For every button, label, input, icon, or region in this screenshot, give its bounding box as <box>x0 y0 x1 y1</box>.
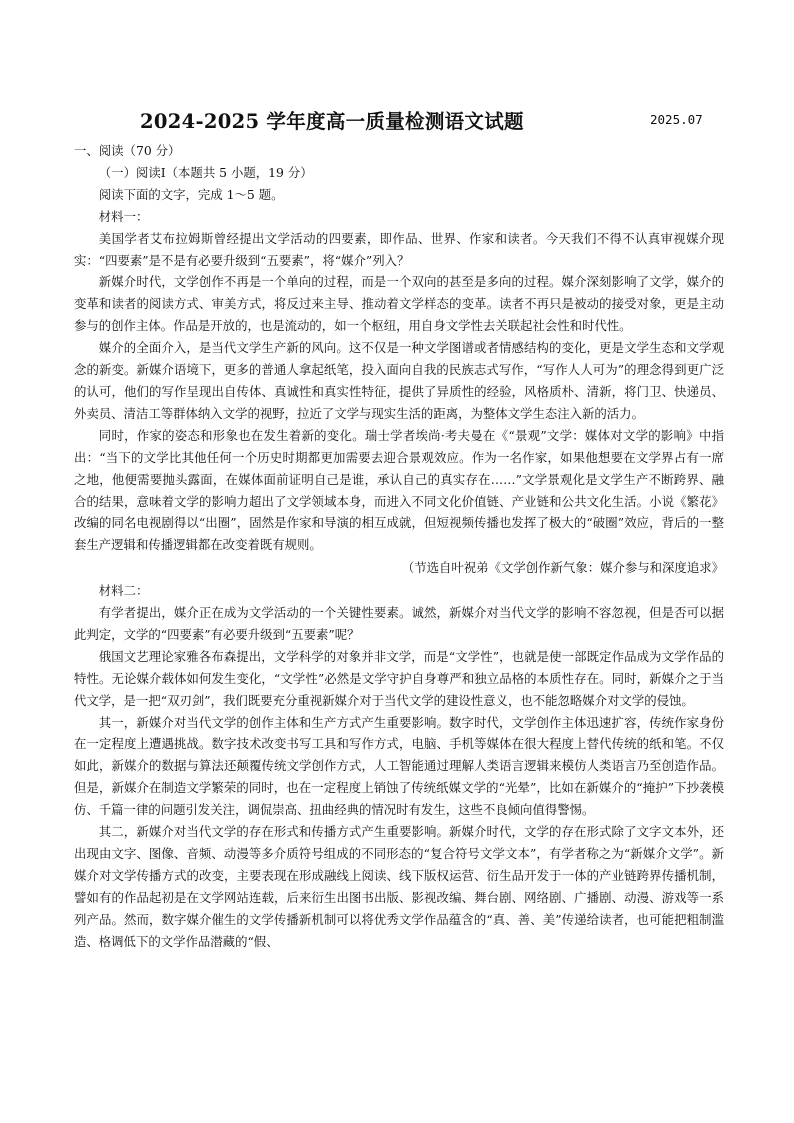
material2-paragraph: 有学者提出，媒介正在成为文学活动的一个关键性要素。诚然，新媒介对当代文学的影响不容忽视，但是否可以据此判定，文学的“四要素”有必要升级到“五要素”呢？ <box>74 605 724 642</box>
exam-content <box>74 140 724 953</box>
section-heading: 一、阅读（70 分） <box>74 143 181 158</box>
subsection-heading: （一）阅读Ⅰ（本题共 5 小题，19 分） <box>98 164 313 180</box>
material1-label: 材料一： <box>98 208 149 224</box>
exam-title: 2024-2025 学年度高一质量检测语文试题 <box>140 110 524 133</box>
material2-paragraph: 其二，新媒介对当代文学的存在形式和传播方式产生重要影响。新媒介时代，文学的存在形式除了文字文本外，还出现由文字、图像、音频、动漫等多介质符号组成的不同形态的“复合符号文学文本”，有学者称之为“新媒介文学”。新媒介对文学传播方式的改变，主要表现在形成融线上阅读、线下版权运营、衍生品开发于一体的产业链跨界传播机制，譬如有的作品起初是在文学网站连载，后来衍生出图书出版、影视改编、舞台剧、网络剧、广播剧、动漫、游戏等一系列产品。然而，数字媒介催生的文学传播新机制可以将优秀文学作品蕴含的“真、善、美”传递给读者，也可能把粗制滥造、格调低下的文学作品潜藏的“假、 <box>74 824 724 949</box>
material1-source: （节选自叶祝弟《文学创作新气象：媒介参与和深度追求》 <box>401 560 724 576</box>
exam-date: 2025.07 <box>650 112 703 127</box>
material2-paragraph: 俄国文艺理论家雅各布森提出，文学科学的对象并非文学，而是“文学性”，也就是使一部既定作品成为文学作品的特性。无论媒介载体如何发生变化，“文学性”必然是文学守护自身尊严和独立品格的本质性存在。同时，新媒介之于当代文学，是一把“双刃剑”，我们既要充分重视新媒介对于当代文学的建设性意义，也不能忽略媒介对文学的侵蚀。 <box>74 648 724 708</box>
material2-label: 材料二： <box>98 583 149 599</box>
material1-paragraph: 新媒介时代，文学创作不再是一个单向的过程，而是一个双向的甚至是多向的过程。媒介深刻影响了文学，媒介的变革和读者的阅读方式、审美方式，将反过来主导、推动着文学样态的变革。读者不再只是被动的接受对象，更是主动参与的创作主体。作品是开放的，也是流动的，如一个枢纽，用自身文学性去关联起社会性和时代性。 <box>74 274 724 334</box>
material1-paragraph: 同时，作家的姿态和形象也在发生着新的变化。瑞士学者埃尚·考夫曼在《“景观”文学：媒体对文学的影响》中指出：“当下的文学比其他任何一个历史时期都更加需要去迎合景观效应。作为一名作家，如果他想要在文学界占有一席之地，他便需要抛头露面，在媒体面前证明自己是谁，承认自己的真实存在……”文学景观化是文学生产不断跨界、融合的结果，意味着文学的影响力超出了文学领域本身，而进入不同文化价值链、产业链和公共文化生活。小说《繁花》改编的同名电视剧得以“出圈”，固然是作家和导演的相互成就，但短视频传播也发挥了极大的“破圈”效应，背后的一整套生产逻辑和传播逻辑都在改变着既有规则。 <box>74 427 724 553</box>
material1-paragraph: 媒介的全面介入，是当代文学生产新的风向。这不仅是一种文学图谱或者情感结构的变化，更是文学生态和文学观念的新变。新媒介语境下，更多的普通人拿起纸笔，投入面向自我的民族志式写作，“写作人人可为”的理念得到更广泛的认可，他们的写作呈现出自传体、真诚性和真实性特征，提供了异质性的经验，风格质朴、清新，将门卫、快递员、外卖员、清洁工等群体纳入文学的视野，拉近了文学与现实生活的距离，为整体文学生态注入新的活力。 <box>74 340 724 421</box>
material1-paragraph: 美国学者艾布拉姆斯曾经提出文学活动的四要素，即作品、世界、作家和读者。今天我们不得不认真审视媒介现实：“四要素”是不是有必要升级到“五要素”，将“媒介”列入？ <box>74 230 724 268</box>
material2-paragraph: 其一，新媒介对当代文学的创作主体和生产方式产生重要影响。数字时代，文学创作主体迅速扩容，传统作家身份在一定程度上遭遇挑战。数字技术改变书写工具和写作方式，电脑、手机等媒体在很大程度上替代传统的纸和笔。不仅如此，新媒介的数据与算法还颠覆传统文学创作方式，人工智能通过理解人类语言逻辑来模仿人类语言乃至创造作品。但是，新媒介在制造文学繁荣的同时，也在一定程度上销蚀了传统纸媒文学的“光晕”，比如在新媒介的“掩护”下抄袭模仿、千篇一律的问题引发关注，调侃崇高、扭曲经典的情况时有发生，这些不良倾向值得警惕。 <box>74 714 724 818</box>
instruction: 阅读下面的文字，完成 1～5 题。 <box>98 186 284 202</box>
